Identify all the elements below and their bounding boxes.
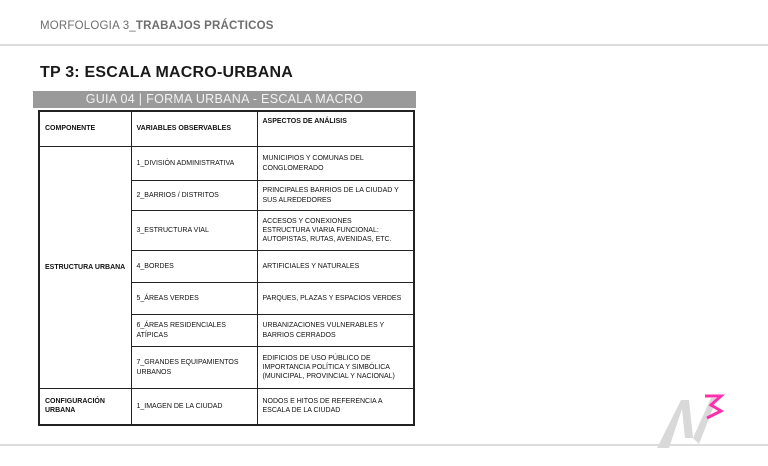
variable-cell: 1_IMAGEN DE LA CIUDAD bbox=[131, 389, 257, 425]
variable-cell: 4_BORDES bbox=[131, 251, 257, 283]
table-row bbox=[39, 147, 414, 181]
variable-cell: 3_ESTRUCTURA VIAL bbox=[131, 211, 257, 251]
aspect-line: ACCESOS Y CONEXIONES bbox=[262, 217, 352, 225]
variable-cell: 1_DIVISIÓN ADMINISTRATIVA bbox=[131, 147, 257, 181]
course-header-section: TRABAJOS PRÁCTICOS bbox=[135, 20, 274, 32]
table-header-row bbox=[39, 111, 414, 147]
guide-banner: GUIA 04 | FORMA URBANA - ESCALA MACRO bbox=[33, 91, 416, 108]
variable-cell: 5_ÁREAS VERDES bbox=[131, 283, 257, 315]
variable-cell: 2_BARRIOS / DISTRITOS bbox=[131, 181, 257, 211]
m3-logo bbox=[655, 392, 725, 450]
aspect-cell: URBANIZACIONES VULNERABLES Y BARRIOS CERRADOS bbox=[257, 315, 414, 347]
component-cell: ESTRUCTURA URBANA bbox=[39, 147, 131, 389]
aspect-cell: EDIFICIOS DE USO PÚBLICO DE IMPORTANCIA POLÍTICA Y SIMBÓLICA (MUNICIPAL, PROVINCIAL Y NACIONAL) bbox=[257, 347, 414, 389]
aspect-cell: PRINCIPALES BARRIOS DE LA CIUDAD Y SUS ALREDEDORES bbox=[257, 181, 414, 211]
page-title: TP 3: ESCALA MACRO-URBANA bbox=[40, 64, 293, 81]
table-row bbox=[39, 389, 414, 425]
header-component: COMPONENTE bbox=[39, 111, 131, 147]
variable-cell: 7_GRANDES EQUIPAMIENTOS URBANOS bbox=[131, 347, 257, 389]
aspect-cell: NODOS E HITOS DE REFERENCIA A ESCALA DE LA CIUDAD bbox=[257, 389, 414, 425]
aspect-cell: ARTIFICIALES Y NATURALES bbox=[257, 251, 414, 283]
variable-cell: 6_ÁREAS RESIDENCIALES ATÍPICAS bbox=[131, 315, 257, 347]
aspect-cell bbox=[257, 211, 414, 251]
component-cell: CONFIGURACIÓN URBANA bbox=[39, 389, 131, 425]
course-header-prefix: MORFOLOGIA 3_ bbox=[40, 20, 136, 32]
header-divider bbox=[0, 44, 768, 46]
course-header bbox=[40, 20, 274, 32]
header-aspects: ASPECTOS DE ANÁLISIS bbox=[257, 111, 414, 147]
aspect-line: ESTRUCTURA VIARIA FUNCIONAL: AUTOPISTAS, RUTAS, AVENIDAS, ETC. bbox=[262, 226, 392, 244]
analysis-table bbox=[38, 110, 415, 426]
aspect-cell: PARQUES, PLAZAS Y ESPACIOS VERDES bbox=[257, 283, 414, 315]
header-variables: VARIABLES OBSERVABLES bbox=[131, 111, 257, 147]
footer-divider bbox=[0, 444, 768, 446]
aspect-cell: MUNICIPIOS Y COMUNAS DEL CONGLOMERADO bbox=[257, 147, 414, 181]
